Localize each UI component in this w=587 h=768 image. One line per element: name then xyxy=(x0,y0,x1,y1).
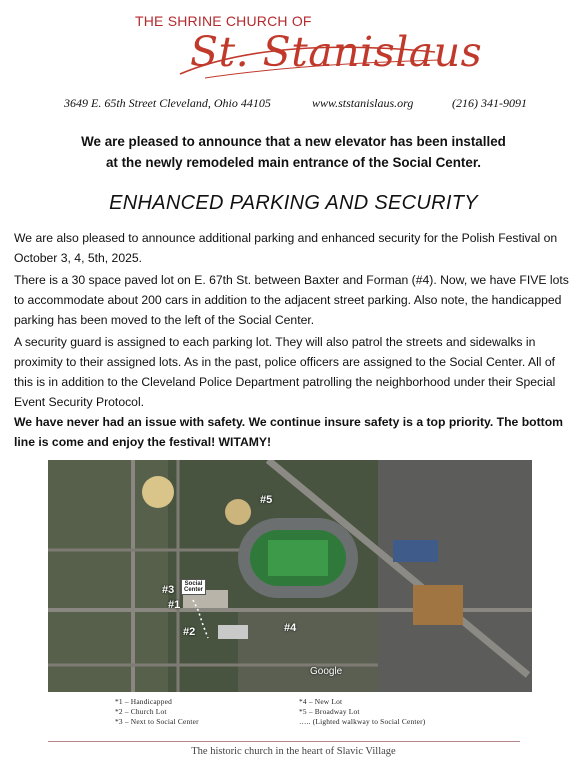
contact-line xyxy=(0,96,587,112)
address: 3649 E. 65th Street Cleveland, Ohio 44105 xyxy=(64,96,271,110)
legend-walkway: ….. (Lighted walkway to Social Center) xyxy=(299,717,426,726)
footer-tagline: The historic church in the heart of Slavic Village xyxy=(191,746,396,757)
announcement-line-2: at the newly remodeled main entrance of the Social Center. xyxy=(105,155,482,170)
social-center-tag-line-2: Center xyxy=(184,587,204,593)
phone-number: (216) 341-9091 xyxy=(452,96,527,110)
legend-lot-5: *5 – Broadway Lot xyxy=(299,707,360,716)
pin-lot-2: #2 xyxy=(183,626,196,638)
pin-lot-5: #5 xyxy=(260,494,273,506)
parking-map xyxy=(48,460,532,692)
social-center-tag xyxy=(181,579,206,595)
aerial-image xyxy=(48,460,532,692)
church-name-logo: St. Stanislaus xyxy=(190,28,483,76)
page-title: ENHANCED PARKING AND SECURITY xyxy=(109,192,478,214)
website-link[interactable]: www.ststanislaus.org xyxy=(312,96,414,110)
paragraph-security: A security guard is assigned to each parking lot. They will also patrol the streets and sidewalks in proximity to their assigned lots. As in the past, police officers are assigned to the Social Center. All of this is in addition to the Cleveland Police Department patrolling the neighborhood under their Special Event Security Protocol. xyxy=(14,335,556,409)
paragraph-intro: We are also pleased to announce additional parking and enhanced security for the Polish Festival on October 3, 4, 5th, 2025. xyxy=(14,231,558,265)
org-line: THE SHRINE CHURCH OF xyxy=(135,13,312,29)
paragraph-parking: There is a 30 space paved lot on E. 67th St. between Baxter and Forman (#4). Now, we have FIVE lots to accommodate about 200 cars in addition to the adjacent street parking. Also note, the handicapped parking has been moved to the left of the Social Center. xyxy=(14,273,569,327)
announcement-line-1: We are pleased to announce that a new elevator has been installed xyxy=(81,134,506,149)
pin-lot-4: #4 xyxy=(284,622,297,634)
paragraph-safety: We have never had an issue with safety. We continue insure safety is a top priority. The bottom line is come and enjoy the festival! WITAMY! xyxy=(14,415,564,449)
legend-lot-3: *3 – Next to Social Center xyxy=(115,717,199,726)
pin-lot-1: #1 xyxy=(168,599,181,611)
social-center-tag-line-1: Social xyxy=(184,581,203,587)
legend-lot-1: *1 – Handicapped xyxy=(115,697,172,706)
legend-lot-2: *2 – Church Lot xyxy=(115,707,167,716)
footer-divider xyxy=(48,741,520,742)
google-watermark: Google xyxy=(310,666,343,677)
pin-lot-3: #3 xyxy=(162,584,175,596)
legend-lot-4: *4 – New Lot xyxy=(299,697,343,706)
